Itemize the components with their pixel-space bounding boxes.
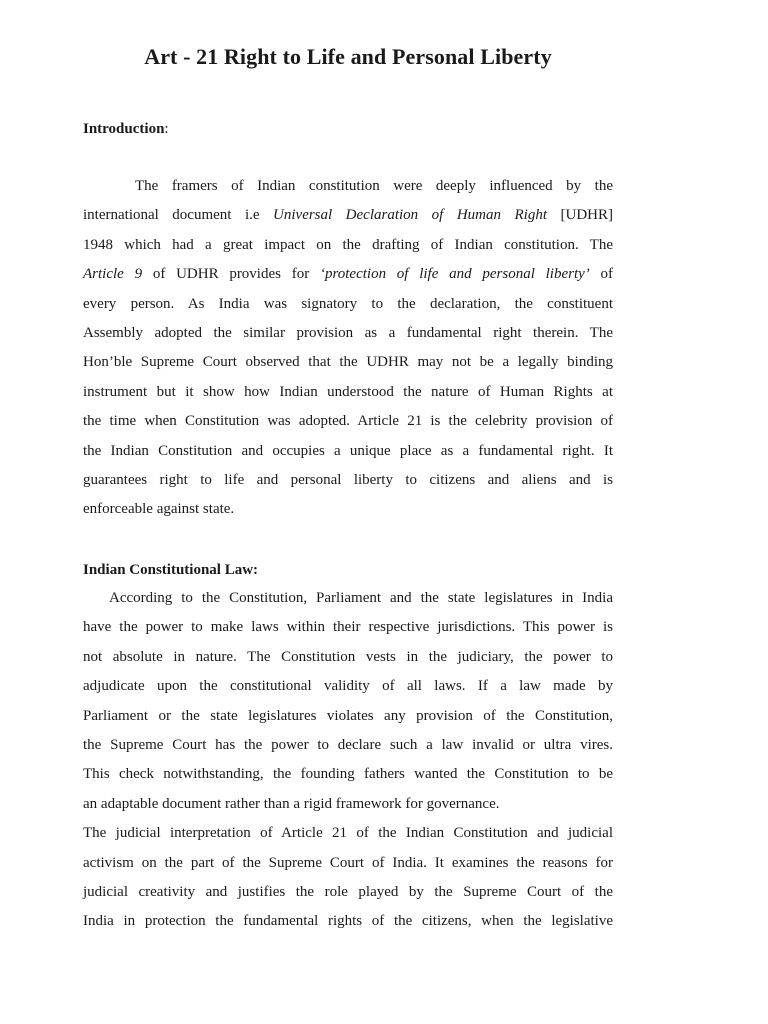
constitutional-law-paragraph <box>83 584 613 937</box>
text-line: adjudicate upon the constitutional validity of all laws. If a law made by <box>83 678 613 695</box>
text-line: not absolute in nature. The Constitution vests in the judiciary, the power to <box>83 648 613 665</box>
text-line: judicial creativity and justifies the role played by the Supreme Court of the <box>83 883 613 900</box>
text-run: international document i.e <box>83 207 260 224</box>
text-line <box>83 260 613 289</box>
heading-colon: : <box>164 121 169 137</box>
text-line: 1948 which had a great impact on the drafting of Indian constitution. The <box>83 236 613 253</box>
section-heading-introduction <box>83 119 169 139</box>
text-line: The framers of Indian constitution were deeply influenced by the <box>135 178 613 194</box>
text-line: The judicial interpretation of Article 21 of the Indian Constitution and judicial <box>83 825 613 842</box>
text-line: Parliament or the state legislatures violates any provision of the Constitution, <box>83 707 613 724</box>
text-line: enforceable against state. <box>83 501 235 518</box>
text-line: the Supreme Court has the power to declare such a law invalid or ultra vires. <box>83 736 613 753</box>
text-line: India in protection the fundamental rights of the citizens, when the legislative <box>83 913 613 930</box>
text-line <box>83 201 613 230</box>
document-title: Art - 21 Right to Life and Personal Liberty <box>144 44 552 69</box>
section-heading-constitutional-law: Indian Constitutional Law: <box>83 562 259 578</box>
text-line: activism on the part of the Supreme Court of India. It examines the reasons for <box>83 854 613 871</box>
text-line: instrument but it show how Indian understood the nature of Human Rights at <box>83 383 613 400</box>
heading-text: Introduction <box>83 121 165 137</box>
introduction-paragraph <box>83 172 613 525</box>
text-run: of <box>600 266 614 283</box>
text-line: guarantees right to life and personal liberty to citizens and aliens and is <box>83 471 613 488</box>
text-line: the time when Constitution was adopted. Article 21 is the celebrity provision of <box>83 413 613 430</box>
text-line: Assembly adopted the similar provision as a fundamental right therein. The <box>83 324 613 341</box>
text-run-italic: Article 9 <box>83 266 143 283</box>
text-line: have the power to make laws within their respective jurisdictions. This power is <box>83 619 613 636</box>
text-line: Hon’ble Supreme Court observed that the UDHR may not be a legally binding <box>83 354 613 371</box>
text-line: an adaptable document rather than a rigid framework for governance. <box>83 795 500 812</box>
text-run: of UDHR provides for <box>152 266 310 283</box>
text-run: [UDHR] <box>560 207 613 224</box>
text-line: the Indian Constitution and occupies a unique place as a fundamental right. It <box>83 442 613 459</box>
text-line: every person. As India was signatory to the declaration, the constituent <box>83 295 613 312</box>
text-run-italic: ‘protection of life and personal liberty’ <box>319 266 590 283</box>
text-line: This check notwithstanding, the founding fathers wanted the Constitution to be <box>83 766 613 783</box>
text-line: According to the Constitution, Parliament and the state legislatures in India <box>109 590 613 606</box>
text-run-italic: Universal Declaration of Human Right <box>273 207 547 224</box>
